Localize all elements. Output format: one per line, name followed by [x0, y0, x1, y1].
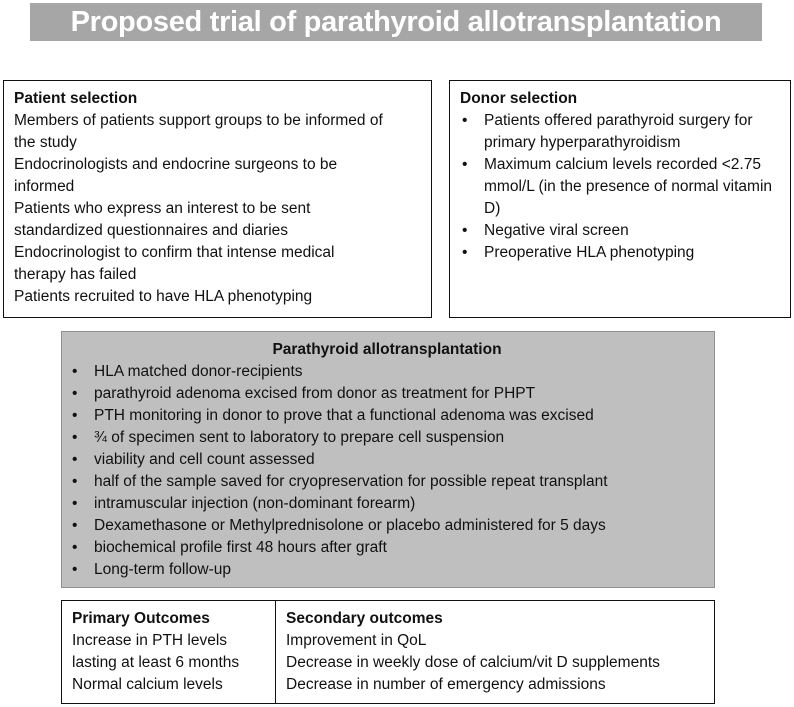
donor-selection-heading: Donor selection — [460, 90, 578, 107]
allotransplantation-item: • ¾ of specimen sent to laboratory to prepare cell suspension — [70, 427, 704, 449]
allotransplantation-item: • Long-term follow-up — [70, 559, 704, 581]
patient-selection-box — [3, 80, 432, 318]
patient-selection-line: Members of patients support groups to be informed of — [14, 112, 383, 129]
primary-outcome-line: Normal calcium levels — [72, 676, 223, 693]
secondary-outcomes-column — [276, 601, 714, 703]
donor-selection-item: • Patients offered parathyroid surgery for primary hyperparathyroidism — [460, 110, 780, 154]
patient-selection-line: Patients recruited to have HLA phenotyping — [14, 288, 313, 305]
allotransplantation-item: • intramuscular injection (non-dominant forearm) — [70, 493, 704, 515]
allotransplantation-item: • viability and cell count assessed — [70, 449, 704, 471]
page-title: Proposed trial of parathyroid allotransplantation — [30, 3, 762, 41]
patient-selection-line: therapy has failed — [14, 266, 137, 283]
donor-selection-box — [449, 80, 791, 318]
donor-selection-item: • Negative viral screen — [460, 220, 780, 242]
patient-selection-line: standardized questionnaires and diaries — [14, 222, 289, 239]
secondary-outcomes-heading: Secondary outcomes — [286, 610, 443, 627]
allotransplantation-item: • PTH monitoring in donor to prove that a functional adenoma was excised — [70, 405, 704, 427]
allotransplantation-item: • half of the sample saved for cryopreservation for possible repeat transplant — [70, 471, 704, 493]
patient-selection-line: Endocrinologist to confirm that intense medical — [14, 244, 335, 261]
allotransplantation-item: • Dexamethasone or Methylprednisolone or placebo administered for 5 days — [70, 515, 704, 537]
secondary-outcome-line: Improvement in QoL — [286, 632, 427, 649]
outcomes-box — [61, 600, 715, 704]
primary-outcomes-column — [62, 601, 276, 703]
primary-outcome-line: Increase in PTH levels — [72, 632, 228, 649]
primary-outcomes-heading: Primary Outcomes — [72, 610, 210, 627]
donor-selection-list — [460, 110, 780, 264]
allotransplantation-heading: Parathyroid allotransplantation — [272, 341, 502, 358]
secondary-outcome-line: Decrease in weekly dose of calcium/vit D supplements — [286, 654, 660, 671]
patient-selection-line: informed — [14, 178, 75, 195]
patient-selection-line: the study — [14, 134, 77, 151]
allotransplantation-item: • biochemical profile first 48 hours after graft — [70, 537, 704, 559]
allotransplantation-item: • parathyroid adenoma excised from donor as treatment for PHPT — [70, 383, 704, 405]
donor-selection-item: • Preoperative HLA phenotyping — [460, 242, 780, 264]
donor-selection-item: • Maximum calcium levels recorded <2.75 mmol/L (in the presence of normal vitamin D) — [460, 154, 780, 220]
patient-selection-line: Endocrinologists and endocrine surgeons to be — [14, 156, 338, 173]
allotransplantation-item: • HLA matched donor-recipients — [70, 361, 704, 383]
allotransplantation-list — [70, 361, 704, 581]
secondary-outcome-line: Decrease in number of emergency admissions — [286, 676, 606, 693]
allotransplantation-box — [61, 331, 715, 588]
patient-selection-line: Patients who express an interest to be sent — [14, 200, 311, 217]
primary-outcome-line: lasting at least 6 months — [72, 654, 240, 671]
patient-selection-heading: Patient selection — [14, 90, 138, 107]
